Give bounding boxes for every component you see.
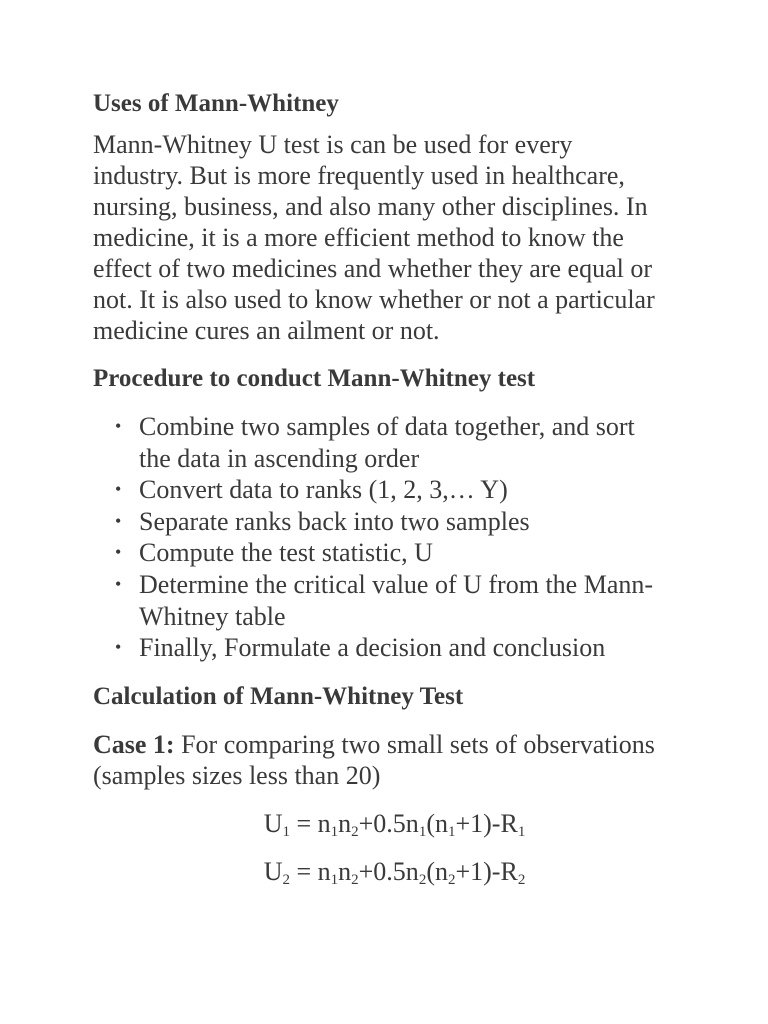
formula-part: +1)-R (455, 856, 518, 886)
case1-paragraph (93, 729, 668, 791)
uses-heading: Uses of Mann-Whitney (93, 90, 339, 117)
formula-symbol: U (263, 856, 283, 886)
formula-part: = n (289, 808, 331, 838)
procedure-step: • Determine the critical value of U from the Mann-Whitney table (139, 569, 668, 632)
formula-subscript: 1 (447, 823, 456, 840)
formula-subscript: 1 (282, 823, 290, 840)
formula-subscript: 1 (517, 823, 526, 840)
formula-u1 (93, 808, 668, 839)
case1-label: Case 1: (93, 729, 175, 759)
formula-subscript: 2 (351, 871, 359, 888)
formula-part: +0.5n (358, 856, 419, 886)
formula-subscript: 2 (517, 871, 526, 888)
procedure-heading: Procedure to conduct Mann-Whitney test (93, 365, 536, 392)
calculation-heading: Calculation of Mann-Whitney Test (93, 682, 464, 710)
formula-part: n (338, 856, 352, 886)
procedure-steps-list (93, 411, 668, 664)
formula-subscript: 1 (418, 823, 427, 840)
formula-subscript: 1 (330, 823, 339, 840)
formula-part: = n (289, 856, 331, 886)
procedure-step: • Combine two samples of data together, and sort the data in ascending order (139, 411, 668, 474)
formula-part: +0.5n (358, 808, 419, 838)
formula-subscript: 2 (447, 871, 456, 888)
formula-subscript: 2 (282, 871, 290, 888)
procedure-step: • Convert data to ranks (1, 2, 3,… Y) (139, 474, 668, 506)
formula-u2 (93, 856, 668, 887)
formula-symbol: U (263, 808, 283, 838)
procedure-step: • Separate ranks back into two samples (139, 506, 668, 538)
procedure-step: • Compute the test statistic, U (139, 537, 668, 569)
formula-subscript: 2 (351, 823, 359, 840)
formula-part: n (338, 808, 352, 838)
formula-part: (n (426, 856, 448, 886)
uses-paragraph: Mann-Whitney U test is can be used for every industry. But is more frequently used in healthcare, nursing, business, and also many other disciplines. In medicine, it is a more efficient method to know the effect of two medicines and whether they are equal or not. It is also used to know whether or not a particular medicine cures an ailment or not. (93, 130, 655, 345)
formula-part: (n (426, 808, 448, 838)
formula-subscript: 1 (330, 871, 339, 888)
formula-subscript: 2 (418, 871, 427, 888)
formula-part: +1)-R (455, 808, 518, 838)
procedure-step: • Finally, Formulate a decision and conclusion (139, 632, 668, 664)
case1-text: For comparing two small sets of observations (samples sizes less than 20) (93, 729, 655, 790)
